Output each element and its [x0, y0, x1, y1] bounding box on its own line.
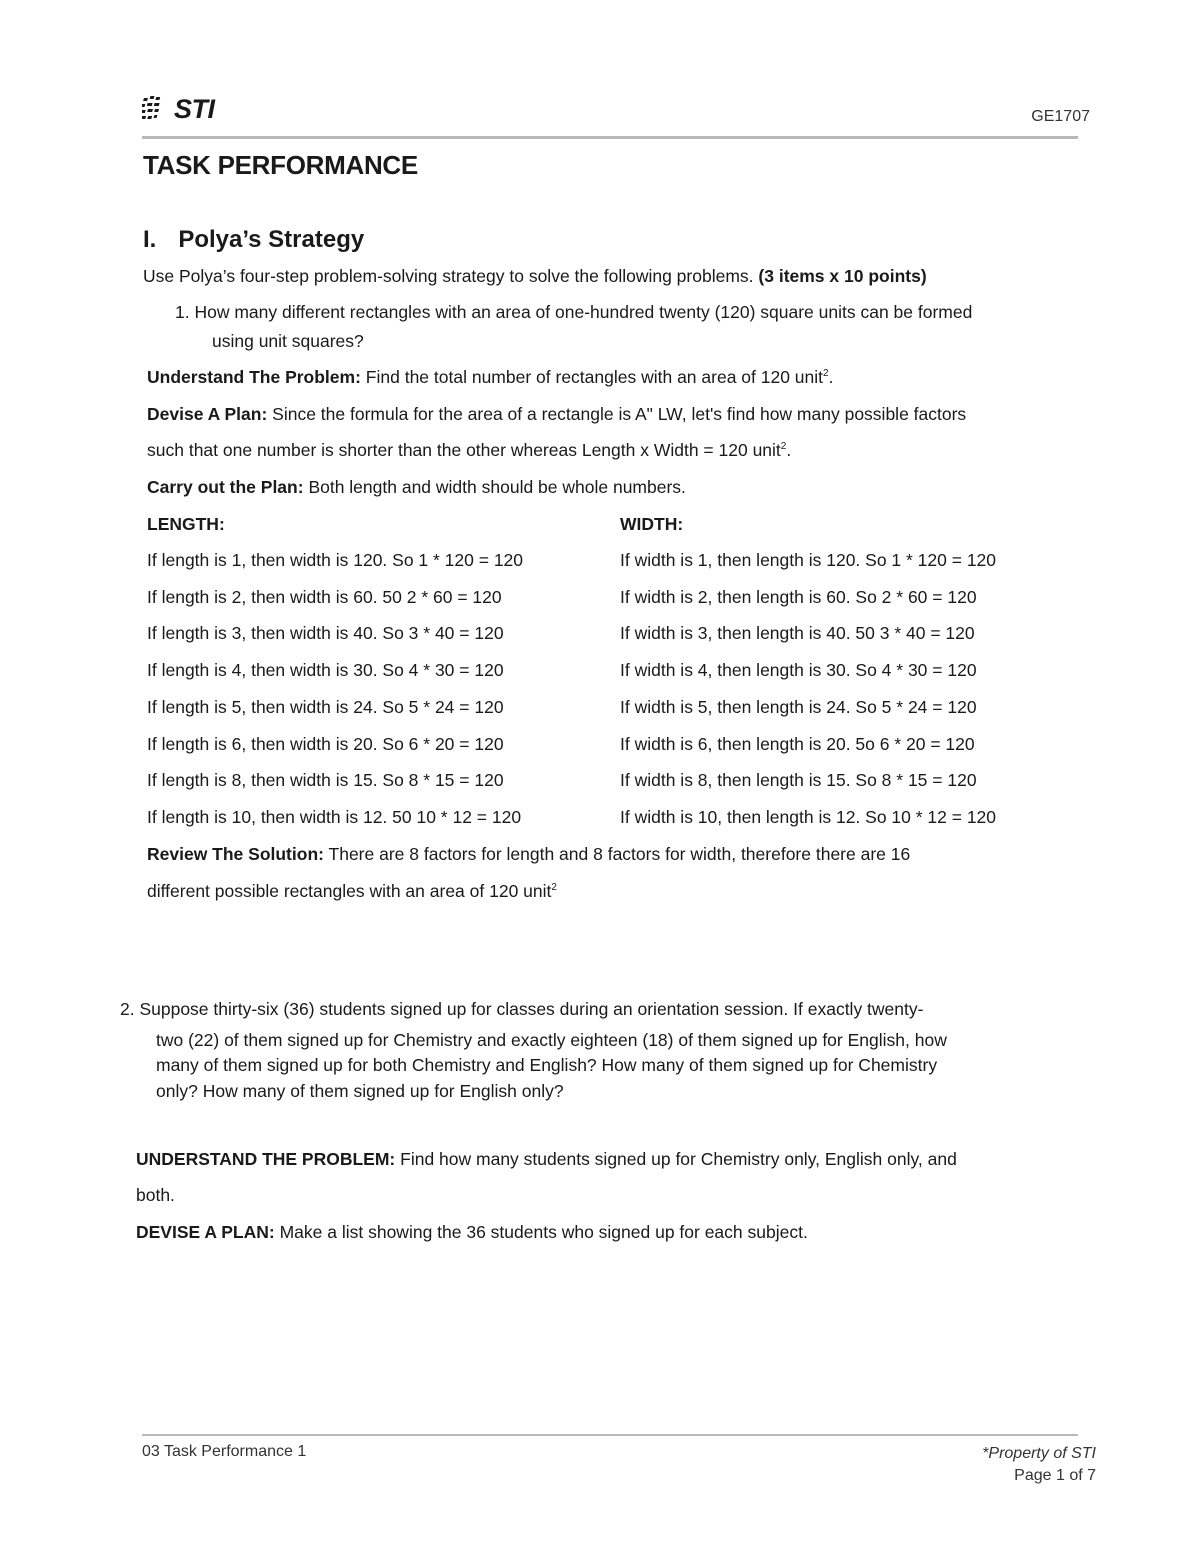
footer-property: *Property of STI [982, 1445, 1096, 1462]
length-row: If length is 3, then width is 40. So 3 * 40 = 120 [147, 623, 504, 643]
problem1-review-line2: different possible rectangles with an area of 120 unit$^2$ [147, 881, 557, 901]
length-column-header: LENGTH: [147, 514, 225, 534]
problem1-review: Review The Solution: There are 8 factors for length and 8 factors for width, therefore there are 16 [147, 844, 911, 864]
width-row: If width is 8, then length is 15. So 8 * 15 = 120 [620, 770, 977, 790]
section-heading [143, 226, 364, 254]
width-row: If width is 3, then length is 40. 50 3 * 40 = 120 [620, 623, 975, 643]
footer-divider [142, 1434, 1078, 1436]
length-row: If length is 6, then width is 20. So 6 * 20 = 120 [147, 734, 504, 754]
page-number: Page 1 of 7 [1014, 1467, 1096, 1484]
length-row: If length is 5, then width is 24. So 5 * 24 = 120 [147, 697, 504, 717]
problem2-understand-line2: both. [136, 1185, 175, 1205]
length-row: If length is 8, then width is 15. So 8 * 15 = 120 [147, 770, 504, 790]
problem2-question-line1: 2. Suppose thirty-six (36) students signed up for classes during an orientation session. If exactly twenty- [120, 999, 924, 1019]
problem1-question-line1: 1. How many different rectangles with an area of one-hundred twenty (120) square units can be formed [175, 302, 973, 322]
width-row: If width is 10, then length is 12. So 10 * 12 = 120 [620, 807, 997, 827]
header-divider [142, 136, 1078, 139]
problem1-carry: Carry out the Plan: Both length and width should be whole numbers. [147, 477, 686, 497]
problem1-question-line2: using unit squares? [212, 331, 364, 351]
problem2-question-line4: only? How many of them signed up for English only? [156, 1081, 564, 1101]
problem1-devise-line2: such that one number is shorter than the other whereas Length x Width = 120 unit$^2$. [147, 440, 792, 460]
problem1-devise: Devise A Plan: Since the formula for the area of a rectangle is A" LW, let's find how many possible factors [147, 404, 967, 424]
document-title: TASK PERFORMANCE [143, 150, 418, 180]
width-row: If width is 1, then length is 120. So 1 * 120 = 120 [620, 550, 997, 570]
length-row: If length is 10, then width is 12. 50 10 * 12 = 120 [147, 807, 522, 827]
length-row: If length is 1, then width is 120. So 1 * 120 = 120 [147, 550, 524, 570]
problem2-question-line3: many of them signed up for both Chemistry and English? How many of them signed up for Chemistry [156, 1055, 938, 1075]
width-row: If width is 6, then length is 20. 5o 6 * 20 = 120 [620, 734, 975, 754]
section-number: I. [143, 226, 157, 253]
width-row: If width is 5, then length is 24. So 5 * 24 = 120 [620, 697, 977, 717]
length-row: If length is 4, then width is 30. So 4 * 30 = 120 [147, 660, 504, 680]
footer-document-name: 03 Task Performance 1 [142, 1443, 307, 1460]
width-row: If width is 2, then length is 60. So 2 * 60 = 120 [620, 587, 977, 607]
logo-text: STI [174, 94, 215, 124]
length-row: If length is 2, then width is 60. 50 2 * 60 = 120 [147, 587, 502, 607]
sti-globe-icon [142, 94, 172, 124]
problem2-devise: DEVISE A PLAN: Make a list showing the 36 students who signed up for each subject. [136, 1222, 808, 1242]
width-column-header: WIDTH: [620, 514, 684, 534]
footer-info [982, 1443, 1096, 1487]
problem2-question-line2: two (22) of them signed up for Chemistry and exactly eighteen (18) of them signed up for English, how [156, 1030, 947, 1050]
width-row: If width is 4, then length is 30. So 4 * 30 = 120 [620, 660, 977, 680]
intro-points: (3 items x 10 points) [758, 266, 927, 286]
course-code: GE1707 [1031, 108, 1090, 125]
sti-logo [142, 94, 215, 124]
problem2-understand: UNDERSTAND THE PROBLEM: Find how many students signed up for Chemistry only, English only, and [136, 1149, 957, 1169]
intro-text: Use Polya’s four-step problem-solving strategy to solve the following problems. (3 items x 10 points) [143, 266, 927, 286]
problem1-understand: Understand The Problem: Find the total number of rectangles with an area of 120 unit$^2$. [147, 367, 834, 387]
section-title: Polya’s Strategy [178, 226, 365, 253]
